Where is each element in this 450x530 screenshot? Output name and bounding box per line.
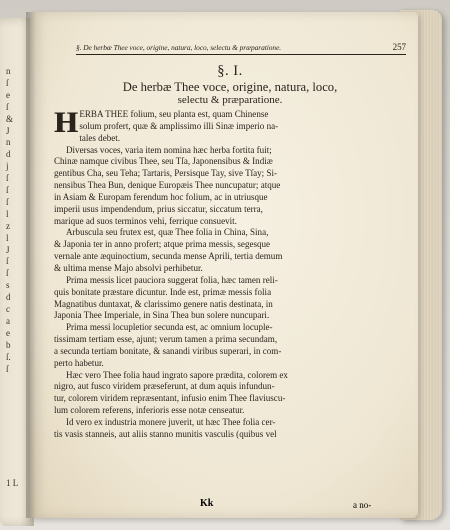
text-line: quis bonitate præstare dicuntur. Inde est, primæ messis folia (54, 286, 272, 297)
text-line: Id vero ex industria monere juverit, ut hæc Thee folia cer- (66, 416, 276, 427)
text-line: Hæc vero Thee folia haud ingrato sapore prædita, colorem ex (66, 369, 288, 380)
text-line: vernale ante æquinoctium, secunda mense Aprili, tertia demum (54, 251, 283, 262)
left-page-glyph: ſ (6, 268, 9, 279)
body-text (54, 106, 406, 441)
left-page-glyph: e (6, 89, 10, 100)
section-title-line1: De herbæ Thee voce, origine, natura, loco, (122, 80, 338, 94)
left-page-glyph: & (6, 113, 14, 124)
left-page-glyph: a (6, 315, 10, 326)
left-page-glyph: l (6, 232, 9, 243)
catchword: a no- (353, 500, 372, 510)
text-line: ERBA THEE folium, seu planta est, quam Chinense (79, 109, 269, 119)
signature-mark: Kk (200, 498, 214, 509)
text-line: nigro, aut fusco viridem præseferunt, at dum aquis infundun- (54, 381, 275, 392)
left-page-glyph: ſ (6, 185, 9, 195)
text-line: Chinæ namque civibus Thee, seu Tſa, Japonensibus & Indiæ (54, 156, 273, 167)
left-page-glyph: ſ (6, 196, 9, 207)
text-line: gentibus Cha, seu Teha; Tartaris, Persisque Tay, sive Tſay; Si- (54, 168, 277, 179)
text-line: Prima messi locupletior secunda est, ac omnium locuple- (66, 322, 273, 333)
page-number: 257 (392, 42, 406, 52)
section-title (54, 81, 406, 107)
left-page-glyph: J (6, 125, 10, 136)
text-line: Prima messis licet pauciora suggerat folia, hæc tamen reli- (66, 274, 278, 285)
left-page-glyph: n (6, 137, 11, 148)
left-page-glyph: ſ (6, 77, 9, 88)
section-number: §. I. (217, 63, 243, 79)
text-line: Magnatibus duntaxat, & clarissimo genere natis destinata, in (54, 298, 273, 309)
left-page-glyph: d (6, 292, 11, 303)
left-page-glyph: s (6, 280, 10, 291)
text-line: a secunda tertiam bonitate, & sanandi viribus superari, in com- (54, 345, 282, 356)
left-page-glyph: n (6, 66, 11, 76)
left-page-glyph: z (6, 220, 10, 231)
text-line: Diversas voces, varia item nomina hæc herba fortita fuit; (66, 144, 272, 155)
left-page-glyph: l (6, 208, 9, 219)
text-line: perto habetur. (54, 357, 104, 368)
section-title-line2: selectu & præparatione. (177, 94, 283, 106)
text-line: solum profert, quæ & amplissimo illi Sinæ imperio na- (79, 120, 279, 131)
text-line: marique ad suos terminos vehi, ferrique consuevit. (54, 215, 237, 226)
left-page-glyph: j (6, 161, 9, 172)
left-page-glyph: ſ (6, 101, 9, 112)
text-line: tur, colorem viridem repræsentant, infusio enim Thee flaviuscu- (54, 393, 286, 404)
drop-cap: H (54, 106, 78, 139)
text-line: tissimam tertiam esse, ajunt; verum tamen a prima secundam, (54, 334, 278, 345)
running-head-title: §. De herbæ Thee voce, origine, natura, loco, selectu & præparatione. (76, 43, 282, 52)
spine-shadow (26, 12, 36, 518)
text-line: tis vasis stanneis, aut aliis stanno munitis vasculis (quibus vel (54, 428, 277, 439)
text-line: nensibus Thea Bun, denique Europæis Thee nuncupatur; atque (54, 180, 281, 191)
text-line: Arbuscula seu frutex est, quæ Thee folia in China, Sina, (66, 227, 269, 238)
left-page-glyph: c (6, 304, 10, 314)
text-line: tales debet. (79, 132, 121, 143)
text-line: & ultima mense Majo absolvi perhibetur. (54, 262, 203, 273)
text-line: lum colorem referens, inferioris esse notæ censeatur. (54, 405, 245, 416)
text-line: in Asiam & Europam ferendum hoc folium, ac in utriusque (54, 191, 268, 202)
text-line: & Japonia ter in anno profert; atque prima messis, segesque (54, 239, 271, 250)
left-page-glyph: b (6, 339, 11, 350)
left-page-glyph: ſ (6, 173, 9, 184)
left-page-number: 1 L (6, 478, 19, 488)
left-page-glyph: e (6, 327, 10, 338)
running-head (76, 42, 406, 55)
text-line: Japonia Thee Imperiale, in Sina Thea bun solere nuncupari. (54, 310, 270, 321)
page-content (54, 42, 406, 441)
left-page-glyph: ſ. (6, 351, 11, 362)
left-page-glyph: ſ (6, 256, 9, 267)
left-page-glyph: J (6, 244, 10, 255)
left-page-glyph: d (6, 149, 11, 160)
left-page-glyph: ſ (6, 363, 9, 374)
text-line: imperii usus impendendum, prius siccatur, siccatum terra, (54, 203, 263, 214)
